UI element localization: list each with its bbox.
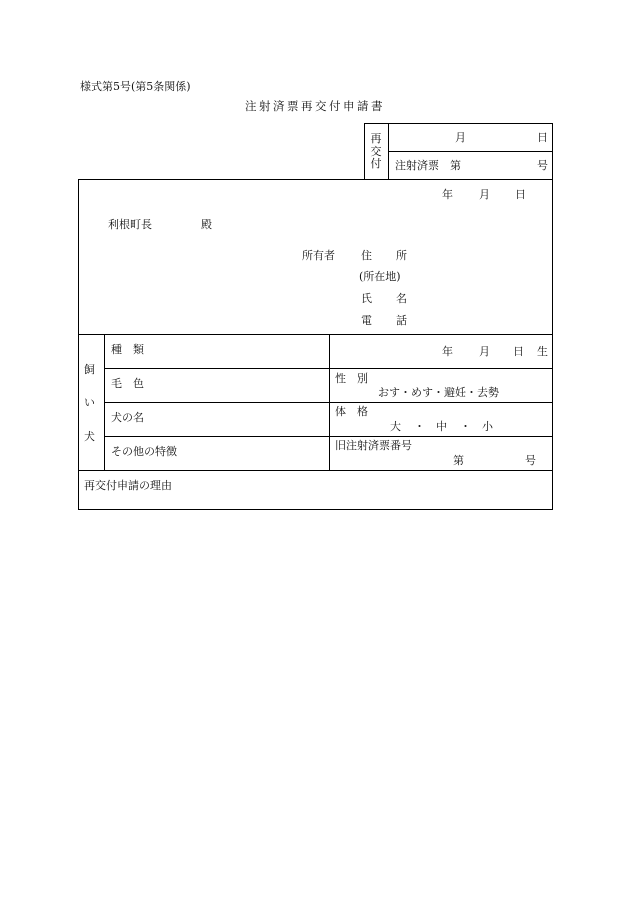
address-char-2: 所 bbox=[396, 249, 407, 262]
reissue-vertical-label: 再 交 付 bbox=[370, 132, 382, 171]
date-month: 月 bbox=[479, 188, 490, 201]
dog-name-label: 犬の名 bbox=[111, 411, 144, 424]
sex-label: 性 別 bbox=[335, 372, 368, 385]
dog-label-char-2: い bbox=[84, 396, 95, 409]
form-number: 様式第5号(第5条関係) bbox=[80, 80, 191, 93]
dog-label-char-3: 犬 bbox=[84, 430, 95, 443]
owner-label: 所有者 bbox=[302, 249, 335, 262]
location-label: (所在地) bbox=[359, 270, 401, 283]
address-char-1: 住 bbox=[361, 249, 372, 262]
other-features-label: その他の特徴 bbox=[111, 445, 177, 458]
birth-year: 年 bbox=[442, 345, 453, 358]
page-title: 注射済票再交付申請書 bbox=[245, 99, 385, 113]
dog-label-char-1: 飼 bbox=[84, 363, 95, 376]
old-tag-label: 旧注射済票番号 bbox=[335, 439, 412, 452]
date-year: 年 bbox=[442, 188, 453, 201]
reason-label: 再交付申請の理由 bbox=[84, 479, 172, 492]
old-tag-prefix: 第 bbox=[453, 454, 464, 467]
old-tag-suffix: 号 bbox=[525, 454, 536, 467]
reissue-tag-suffix: 号 bbox=[537, 159, 548, 172]
addressee: 利根町長 bbox=[108, 218, 152, 231]
birth-month: 月 bbox=[479, 345, 490, 358]
size-large: 大 bbox=[390, 420, 401, 433]
size-small: 小 bbox=[482, 420, 493, 433]
size-sep-2: ・ bbox=[460, 420, 471, 433]
name-char-1: 氏 bbox=[361, 292, 372, 305]
sex-options: おす・めす・避妊・去勢 bbox=[378, 386, 499, 399]
date-day: 日 bbox=[515, 188, 526, 201]
size-label: 体 格 bbox=[335, 405, 368, 418]
name-char-2: 名 bbox=[396, 292, 407, 305]
reissue-tag-label: 注射済票 第 bbox=[395, 159, 461, 172]
birth-suffix: 生 bbox=[537, 345, 548, 358]
breed-label: 種 類 bbox=[111, 343, 144, 356]
reissue-day: 日 bbox=[537, 131, 548, 144]
reissue-month: 月 bbox=[455, 131, 466, 144]
size-sep-1: ・ bbox=[414, 420, 425, 433]
phone-char-1: 電 bbox=[361, 314, 372, 327]
honorific: 殿 bbox=[201, 218, 212, 231]
birth-day: 日 bbox=[513, 345, 524, 358]
color-label: 毛 色 bbox=[111, 377, 144, 390]
phone-char-2: 話 bbox=[396, 314, 407, 327]
size-medium: 中 bbox=[436, 420, 447, 433]
